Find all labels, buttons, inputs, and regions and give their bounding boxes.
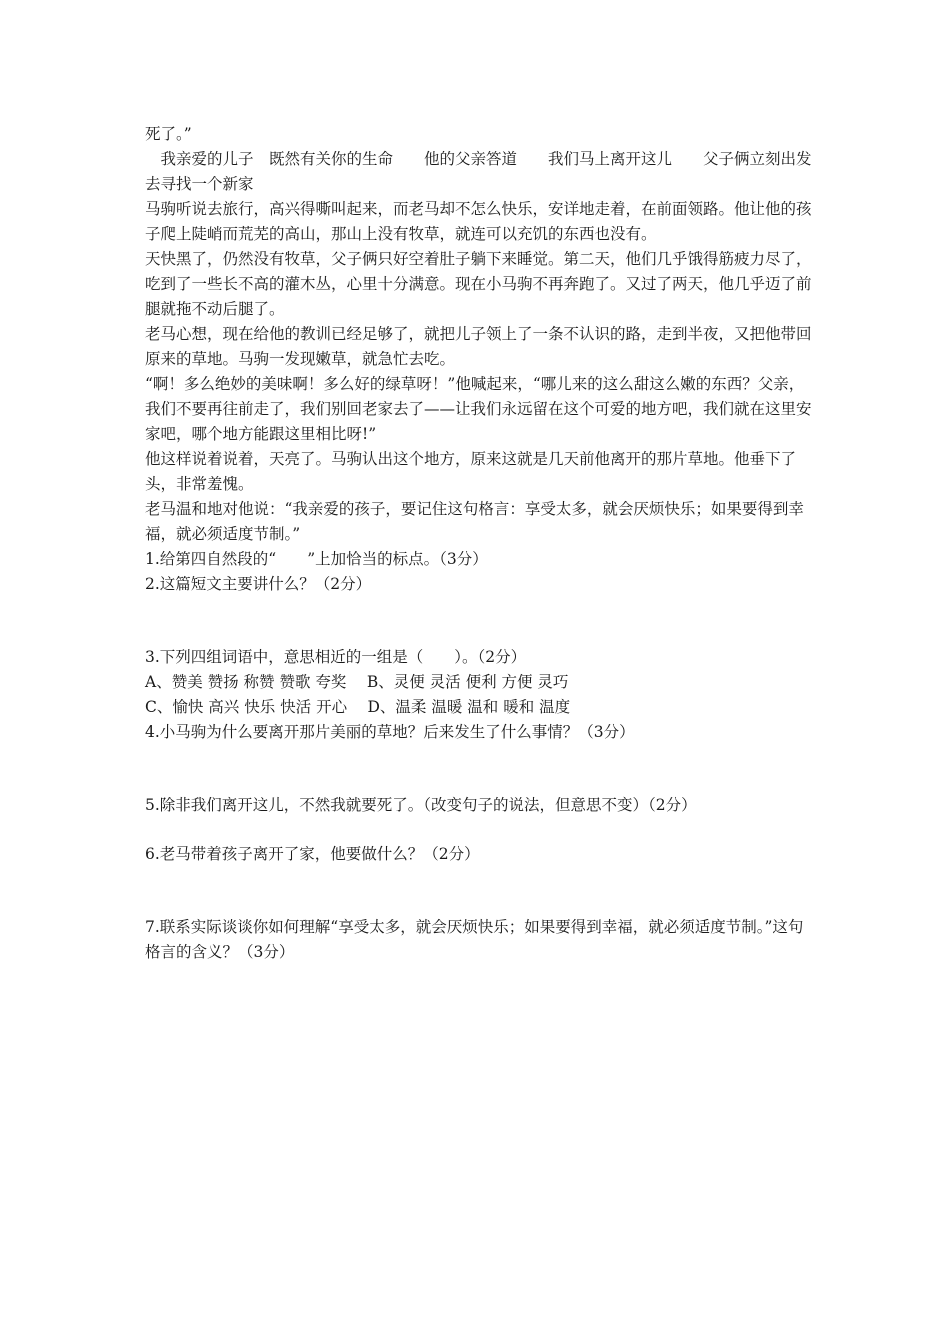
story-paragraph-1: 我亲爱的儿子 既然有关你的生命 他的父亲答道 我们马上离开这儿 父子俩立刻出发去寻找一个新家 (145, 150, 812, 193)
story-paragraph-4: 老马心想，现在给他的教训已经足够了，就把儿子领上了一条不认识的路，走到半夜，又把他带回原来的草地。马驹一发现嫩草，就急忙去吃。 (145, 325, 812, 368)
story-paragraph-7: 老马温和地对他说：“我亲爱的孩子，要记住这句格言：享受太多，就会厌烦快乐；如果要得到幸福，就必须适度节制。” (145, 500, 804, 543)
question-4: 4.小马驹为什么要离开那片美丽的草地？后来发生了什么事情？（3分） (145, 723, 635, 741)
question-2: 2.这篇短文主要讲什么？（2分） (145, 575, 372, 593)
document-page (145, 122, 815, 965)
answer-space (145, 745, 815, 793)
story-paragraph-2: 马驹听说去旅行，高兴得嘶叫起来，而老马却不怎么快乐，安详地走着，在前面领路。他让他的孩子爬上陡峭而荒芜的高山，那山上没有牧草，就连可以充饥的东西也没有。 (145, 200, 812, 243)
answer-space (145, 818, 815, 842)
story-paragraph-3: 天快黑了，仍然没有牧草，父子俩只好空着肚子躺下来睡觉。第二天，他们几乎饿得筋疲力尽了，吃到了一些长不高的灌木丛，心里十分满意。现在小马驹不再奔跑了。又过了两天，他几乎迈了前腿就拖不动后腿了。 (145, 250, 812, 318)
story-paragraph-0: 死了。” (145, 125, 192, 143)
story-paragraph-6: 他这样说着说着，天亮了。马驹认出这个地方，原来这就是几天前他离开的那片草地。他垂下了头，非常羞愧。 (145, 450, 797, 493)
answer-space (145, 867, 815, 915)
question-7: 7.联系实际谈谈你如何理解“享受太多，就会厌烦快乐；如果要得到幸福，就必须适度节制。”这句格言的含义？（3分） (145, 918, 804, 961)
question-1: 1.给第四自然段的“ ”上加恰当的标点。（3分） (145, 550, 488, 568)
question-3-options-cd: C、愉快 高兴 快乐 快活 开心 D、温柔 温暖 温和 暖和 温度 (145, 698, 571, 716)
question-3-options-ab: A、赞美 赞扬 称赞 赞歌 夸奖 B、灵便 灵活 便利 方便 灵巧 (145, 673, 569, 691)
answer-space (145, 597, 815, 645)
question-5: 5.除非我们离开这儿，不然我就要死了。（改变句子的说法，但意思不变）（2分） (145, 796, 697, 814)
question-6: 6.老马带着孩子离开了家，他要做什么？（2分） (145, 845, 480, 863)
story-paragraph-5: “啊！多么绝妙的美味啊！多么好的绿草呀！”他喊起来，“哪儿来的这么甜这么嫩的东西？父亲，我们不要再往前走了，我们别回老家去了——让我们永远留在这个可爱的地方吧，我们就在这里安家吧，哪个地方能跟这里相比呀!” (145, 375, 812, 443)
question-3: 3.下列四组词语中，意思相近的一组是（ ）。（2分） (145, 648, 527, 666)
